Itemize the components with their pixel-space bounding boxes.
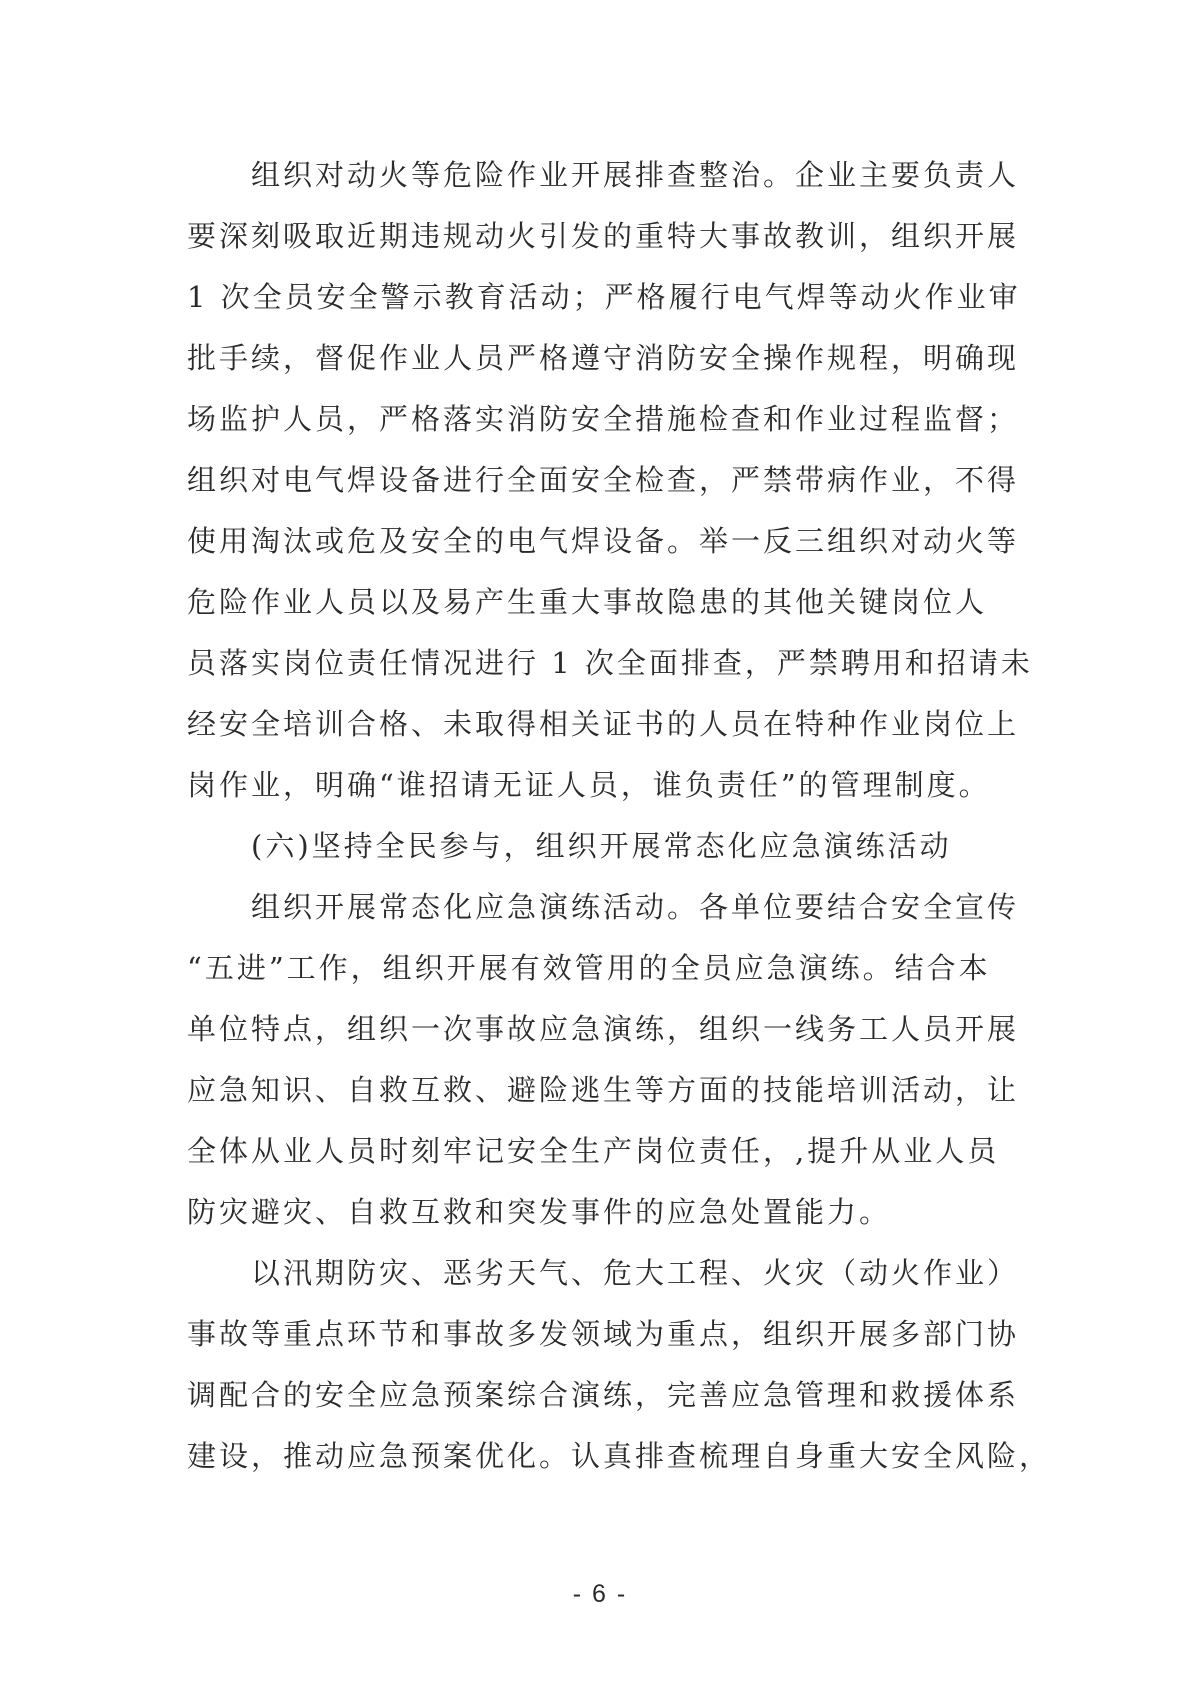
text-line: 单位特点，组织一次事故应急演练，组织一线务工人员开展 [187, 1012, 1020, 1046]
section-heading [187, 816, 1017, 877]
text-line: 要深刻吸取近期违规动火引发的重特大事故教训，组织开展 [187, 219, 1020, 253]
text-line: 场监护人员，严格落实消防安全措施检查和作业过程监督； [187, 402, 1020, 436]
text-line: 组织对电气焊设备进行全面安全检查，严禁带病作业，不得 [187, 463, 1020, 497]
paragraph-hot-work-rectification [187, 145, 1033, 816]
text-line: 岗作业，明确“谁招请无证人员，谁负责任”的管理制度。 [187, 768, 991, 802]
paragraph-emergency-drills [187, 877, 1020, 1243]
text-line: 1 次全员安全警示教育活动；严格履行电气焊等动火作业审 [187, 280, 1021, 314]
text-line: “五进”工作，组织开展有效管用的全员应急演练。结合本 [187, 951, 991, 985]
text-line: 经安全培训合格、未取得相关证书的人员在特种作业岗位上 [187, 707, 1020, 741]
text-line: 批手续，督促作业人员严格遵守消防安全操作规程，明确现 [187, 341, 1020, 375]
text-line: 使用淘汰或危及安全的电气焊设备。举一反三组织对动火等 [187, 524, 1020, 558]
text-line: 事故等重点环节和事故多发领域为重点，组织开展多部门协 [187, 1317, 1020, 1351]
text-line: 全体从业人员时刻牢记安全生产岗位责任，,提升从业人员 [187, 1134, 1000, 1168]
body-text [187, 145, 1052, 1487]
text-line: 组织对动火等危险作业开展排查整治。企业主要负责人 [187, 158, 1020, 192]
text-line: 应急知识、自救互救、避险逃生等方面的技能培训活动，让 [187, 1073, 1020, 1107]
text-line: 建设，推动应急预案优化。认真排查梳理自身重大安全风险， [187, 1439, 1052, 1473]
paragraph-comprehensive-drills [187, 1243, 1052, 1487]
text-line: 防灾避灾、自救互救和突发事件的应急处置能力。 [187, 1195, 892, 1229]
text-line: 以汛期防灾、恶劣天气、危大工程、火灾（动火作业） [187, 1256, 1020, 1290]
section-heading-text: (六)坚持全民参与，组织开展常态化应急演练活动 [187, 829, 952, 863]
text-line: 组织开展常态化应急演练活动。各单位要结合安全宣传 [187, 890, 1020, 924]
page-number: - 6 - [572, 1580, 628, 1608]
text-line: 员落实岗位责任情况进行 1 次全面排查，严禁聘用和招请未 [187, 646, 1033, 680]
text-line: 调配合的安全应急预案综合演练，完善应急管理和救援体系 [187, 1378, 1020, 1412]
text-line: 危险作业人员以及易产生重大事故隐患的其他关键岗位人 [187, 585, 988, 619]
